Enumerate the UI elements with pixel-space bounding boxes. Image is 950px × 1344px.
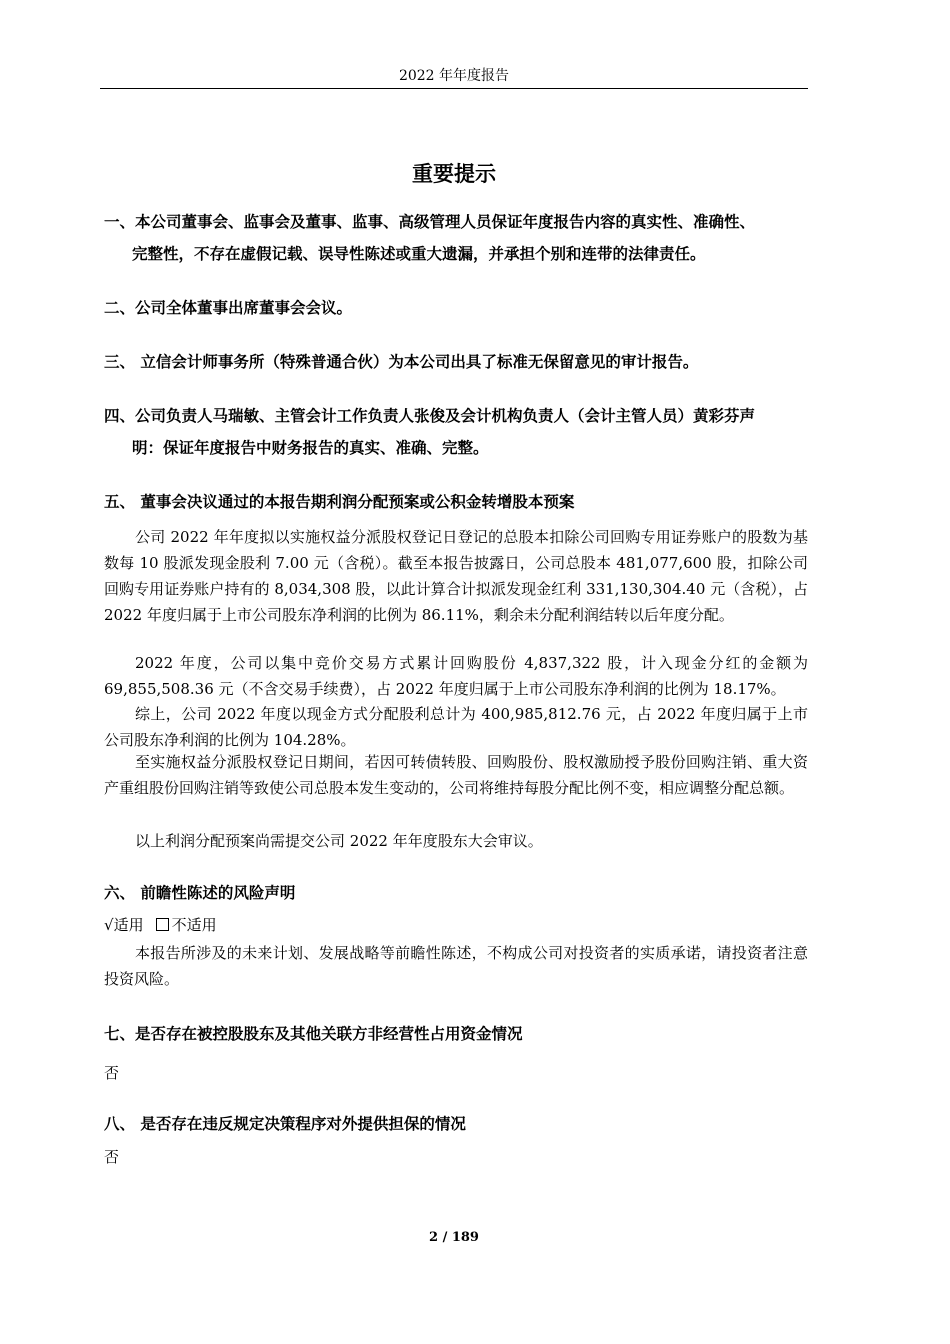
section-2: 二、公司全体董事出席董事会会议。 bbox=[104, 299, 353, 317]
page-number: 2 / 189 bbox=[429, 1230, 479, 1245]
section-6-paragraph-1: 本报告所涉及的未来计划、发展战略等前瞻性陈述，不构成公司对投资者的实质承诺，请投资者注意投资风险。 bbox=[104, 944, 808, 988]
header-divider bbox=[100, 88, 808, 89]
section-5-paragraph-3: 综上，公司 2022 年度以现金方式分配股利总计为 400,985,812.76 元，占 2022 年度归属于上市公司股东净利润的比例为 104.28%。 bbox=[104, 705, 808, 749]
section-7-answer: 否 bbox=[104, 1064, 120, 1082]
option-applicable: 适用 bbox=[113, 916, 144, 934]
section-1 bbox=[104, 206, 816, 270]
section-5-paragraph-2: 2022 年度，公司以集中竞价交易方式累计回购股份 4,837,322 股，计入现金分红的金额为 69,855,508.36 元（不含交易手续费），占 2022 年度归属于上市公司股东净利润的比例为 18.17%。 bbox=[104, 654, 808, 698]
section-4-line2: 明：保证年度报告中财务报告的真实、准确、完整。 bbox=[132, 439, 489, 457]
section-3: 三、 立信会计师事务所（特殊普通合伙）为本公司出具了标准无保留意见的审计报告。 bbox=[104, 353, 699, 371]
section-4 bbox=[104, 400, 816, 464]
section-7-heading: 七、是否存在被控股股东及其他关联方非经营性占用资金情况 bbox=[104, 1025, 523, 1043]
checkbox-icon bbox=[156, 918, 169, 931]
section-1-line1: 一、本公司董事会、监事会及董事、监事、高级管理人员保证年度报告内容的真实性、准确性、 bbox=[104, 213, 756, 231]
page-header: 2022 年年度报告 bbox=[398, 68, 510, 84]
option-not-applicable: 不适用 bbox=[171, 916, 217, 934]
section-6-heading: 六、 前瞻性陈述的风险声明 bbox=[104, 884, 296, 902]
section-5-heading: 五、 董事会决议通过的本报告期利润分配预案或公积金转增股本预案 bbox=[104, 493, 575, 511]
section-5-paragraph-4: 至实施权益分派股权登记日期间，若因可转债转股、回购股份、股权激励授予股份回购注销、重大资产重组股份回购注销等致使公司总股本发生变动的，公司将维持每股分配比例不变，相应调整分配总额。 bbox=[104, 753, 808, 797]
section-4-line1: 四、公司负责人马瑞敏、主管会计工作负责人张俊及会计机构负责人（会计主管人员）黄彩芬声 bbox=[104, 407, 756, 425]
page-title: 重要提示 bbox=[412, 162, 496, 186]
section-5-paragraph-5: 以上利润分配预案尚需提交公司 2022 年年度股东大会审议。 bbox=[135, 832, 543, 850]
section-8-answer: 否 bbox=[104, 1148, 120, 1166]
applicability-options bbox=[104, 912, 217, 938]
section-5-paragraph-1: 公司 2022 年年度拟以实施权益分派股权登记日登记的总股本扣除公司回购专用证券账户的股数为基数每 10 股派发现金股利 7.00 元（含税）。截至本报告披露日，公司总股本 481,077,600 股，扣除公司回购专用证券账户持有的 8,034,308 股，以此计算合计拟派发现金红利 331,130,304.40 元（含税），占 2022 年度归属于上市公司股东净利润的比例为 86.11%，剩余未分配利润结转以后年度分配。 bbox=[104, 528, 808, 624]
section-1-line2: 完整性，不存在虚假记载、误导性陈述或重大遗漏，并承担个别和连带的法律责任。 bbox=[132, 245, 706, 263]
section-8-heading: 八、 是否存在违反规定决策程序对外提供担保的情况 bbox=[104, 1115, 466, 1133]
checkmark-icon: √ bbox=[104, 916, 114, 934]
